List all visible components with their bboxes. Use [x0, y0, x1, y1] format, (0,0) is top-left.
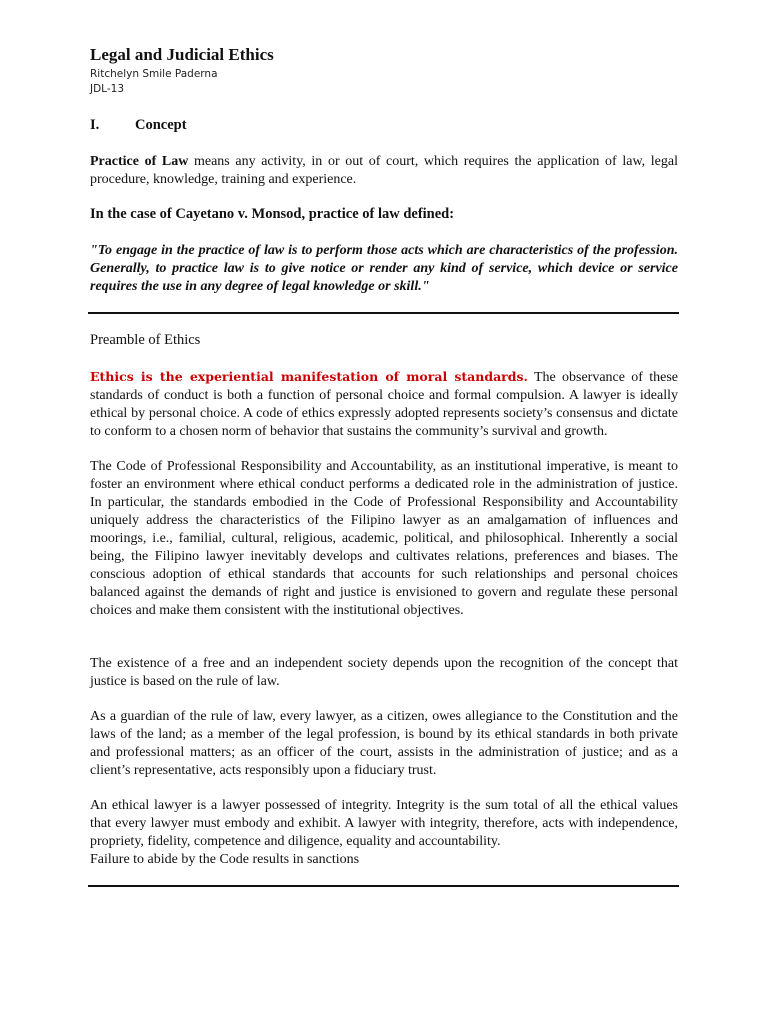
practice-definition: means any activity, in or out of court, which requires the application of law, legal procedure, knowledge, training and experience.	[90, 154, 678, 187]
section-number: I.	[90, 117, 100, 133]
ethics-highlight: Ethics is the experiential manifestation of moral standards.	[90, 369, 528, 384]
preamble-heading: Preamble of Ethics	[90, 332, 201, 348]
preamble-paragraph-4: As a guardian of the rule of law, every lawyer, as a citizen, owes allegiance to the Constitution and the laws of the land; as a member of the legal profession, is bound by its ethical standards in both private and professional matters; as an officer of the court, assists in the administration of justice; and as a client’s representative, acts responsibly upon a fiduciary trust.	[90, 709, 678, 778]
case-heading: In the case of Cayetano v. Monsod, practice of law defined:	[90, 206, 455, 222]
section-divider	[88, 312, 679, 314]
preamble-paragraph-3: The existence of a free and an independent society depends upon the recognition of the concept that justice is based on the rule of law.	[90, 656, 678, 689]
practice-of-law-paragraph	[90, 153, 678, 189]
preamble-paragraph-1	[90, 368, 678, 441]
bottom-divider	[88, 885, 679, 887]
preamble-paragraph-6: Failure to abide by the Code results in sanctions	[90, 852, 360, 867]
preamble-paragraph-5: An ethical lawyer is a lawyer possessed of integrity. Integrity is the sum total of all the ethical values that every lawyer must embody and exhibit. A lawyer with integrity, therefore, acts with independence, propriety, fidelity, competence and diligence, equality and accountability.	[90, 798, 678, 849]
section-title: Concept	[135, 117, 187, 133]
author-name: Ritchelyn Smile Paderna	[90, 68, 218, 80]
preamble-p1-rest: The observance of these standards of conduct is both a function of personal choice and formal compulsion. A lawyer is ideally ethical by personal choice. A code of ethics expressly adopted represents society’s consensus and dictate to conform to a chosen norm of behavior that sustains the community’s survival and growth.	[90, 370, 679, 439]
document-title: Legal and Judicial Ethics	[90, 45, 274, 64]
case-quote: "To engage in the practice of law is to perform those acts which are characteristics of the profession. Generally, to practice law is to give notice or render any kind of service, which device or service requires the use in any degree of legal knowledge or skill."	[90, 243, 678, 294]
practice-term: Practice of Law	[90, 154, 189, 169]
preamble-paragraph-2: The Code of Professional Responsibility and Accountability, as an institutional imperative, is meant to foster an environment where ethical conduct performs a dedicated role in the administration of justice. In particular, the standards embodied in the Code of Professional Responsibility and Accountability uniquely address the characteristics of the Filipino lawyer as an amalgamation of influences and moorings, i.e., familial, cultural, religious, academic, political, and philosophical. Inherently a social being, the Filipino lawyer inevitably develops and cultivates relations, preferences and biases. The conscious adoption of ethical standards that accounts for such relationships and personal choices balanced against the demands of right and justice is envisioned to govern and regulate these personal choices and make them consistent with the institutional objectives.	[90, 459, 678, 618]
course-code: JDL-13	[90, 83, 124, 95]
